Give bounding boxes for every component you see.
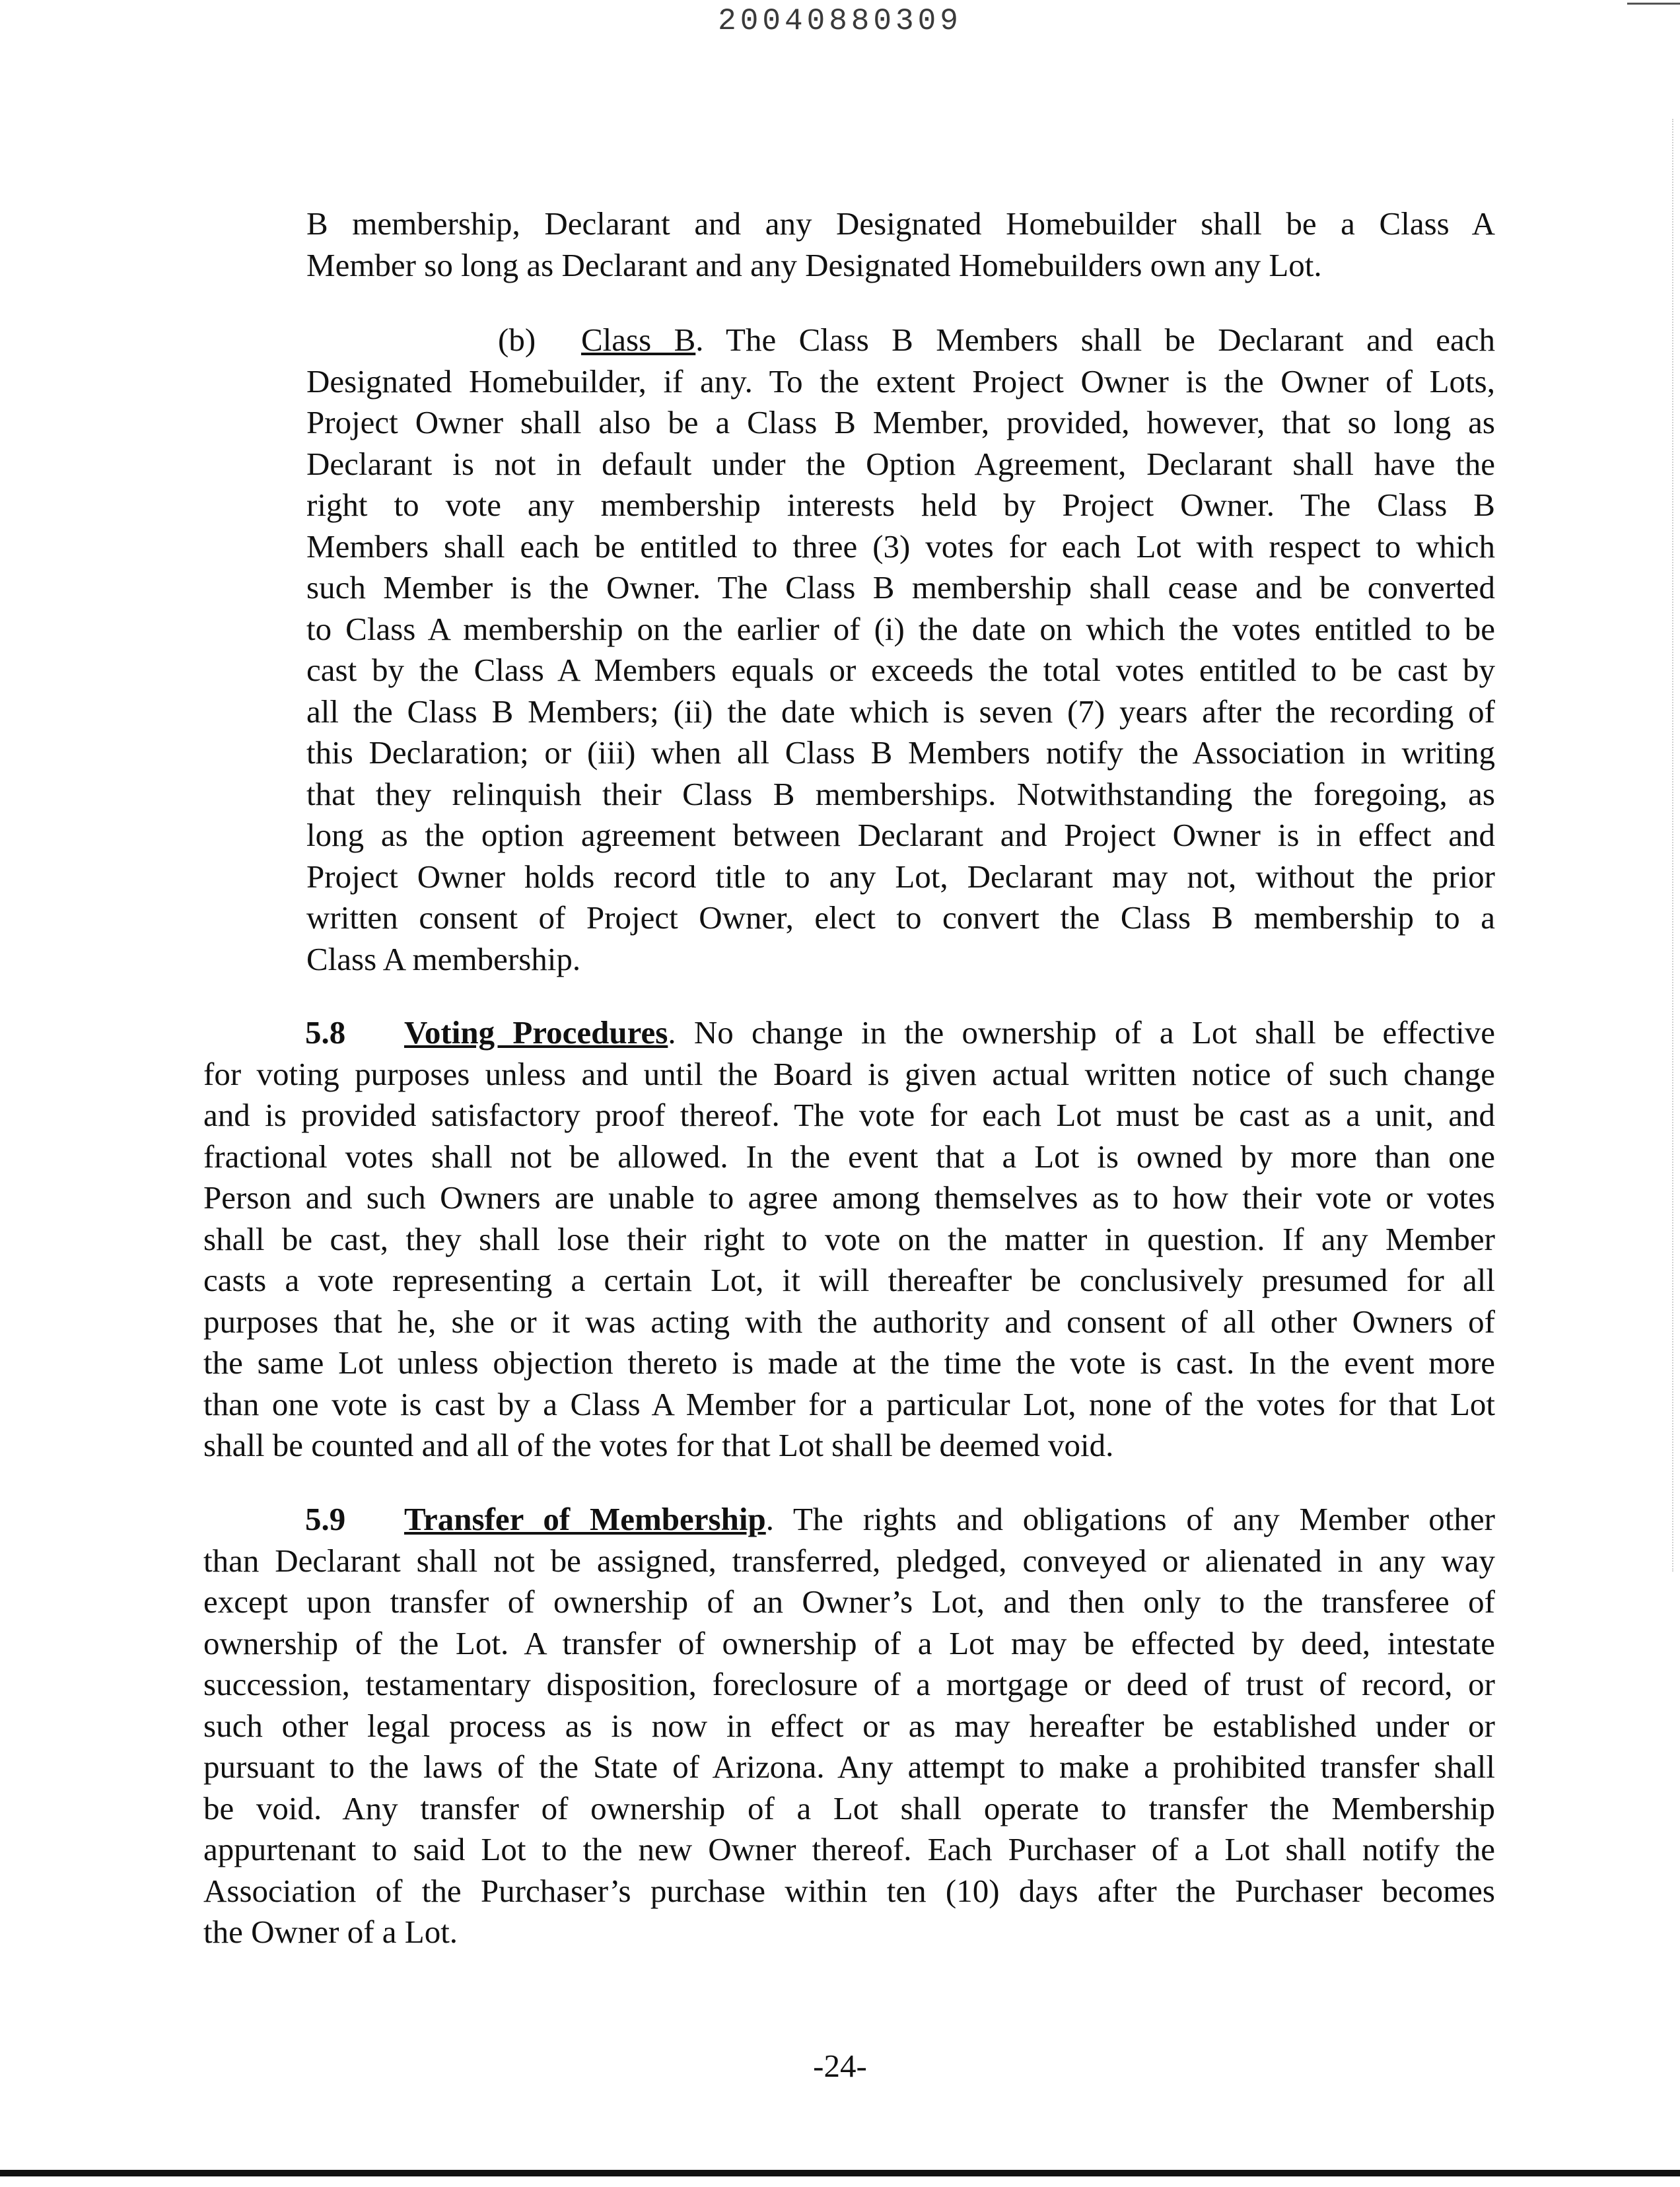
- section-transfer-of-membership: [203, 1499, 1495, 1953]
- text-line: shall be cast, they shall lose their right to vote on the matter in question. If any Member: [203, 1220, 1495, 1257]
- text-fragment: . The rights and obligations of any Member other: [765, 1501, 1495, 1537]
- text-line: all the Class B Members; (ii) the date which is seven (7) years after the recording of: [306, 693, 1495, 730]
- text-line: shall be counted and all of the votes for that Lot shall be deemed void.: [203, 1427, 1114, 1463]
- text-line: to Class A membership on the earlier of (i) the date on which the votes entitled to be: [306, 610, 1495, 647]
- text-fragment: . The Class B Members shall be Declarant and each: [695, 322, 1495, 358]
- text-line: Member so long as Declarant and any Designated Homebuilders own any Lot.: [306, 246, 1322, 283]
- scan-margin-mark: [1627, 3, 1680, 5]
- text-line: Association of the Purchaser’s purchase within ten (10) days after the Purchaser becomes: [203, 1872, 1495, 1909]
- section-heading: Voting Procedures: [404, 1014, 668, 1051]
- paragraph-continuation: [306, 203, 1495, 286]
- text-line: Project Owner shall also be a Class B Member, provided, however, that so long as: [306, 404, 1495, 440]
- text-line: fractional votes shall not be allowed. In the event that a Lot is owned by more than one: [203, 1138, 1495, 1175]
- section-heading: Transfer of Membership: [404, 1501, 766, 1537]
- text-line: Person and such Owners are unable to agree among themselves as to how their vote or votes: [203, 1179, 1495, 1216]
- text-fragment: . No change in the ownership of a Lot shall be effective: [668, 1014, 1496, 1051]
- text-line: right to vote any membership interests held by Project Owner. The Class B: [306, 487, 1495, 523]
- scan-edge-artifact: [1671, 119, 1673, 1572]
- section-voting-procedures: [203, 1012, 1495, 1467]
- paragraph-class-b: [306, 320, 1495, 980]
- bottom-rule: [0, 2170, 1680, 2176]
- text-line: B membership, Declarant and any Designated Homebuilder shall be a Class A: [306, 205, 1495, 242]
- page-number: -24-: [813, 2048, 867, 2084]
- recording-number: 20040880309: [718, 4, 962, 38]
- text-line: Members shall each be entitled to three (3) votes for each Lot with respect to which: [306, 528, 1495, 565]
- text-line: [306, 320, 1495, 361]
- section-number: 5.9: [305, 1501, 346, 1537]
- text-line: the same Lot unless objection thereto is made at the time the vote is cast. In the event more: [203, 1344, 1495, 1381]
- text-line: Project Owner holds record title to any Lot, Declarant may not, without the prior: [306, 858, 1495, 895]
- text-line: the Owner of a Lot.: [203, 1914, 458, 1950]
- text-line: except upon transfer of ownership of an Owner’s Lot, and then only to the transferee of: [203, 1583, 1495, 1620]
- text-line: than one vote is cast by a Class A Member for a particular Lot, none of the votes for that Lot: [203, 1385, 1495, 1422]
- text-line: casts a vote representing a certain Lot, it will thereafter be conclusively presumed for all: [203, 1262, 1495, 1298]
- text-line: written consent of Project Owner, elect to convert the Class B membership to a: [306, 899, 1495, 936]
- subsection-label: (b): [498, 322, 536, 358]
- text-line: that they relinquish their Class B memberships. Notwithstanding the foregoing, as: [306, 775, 1495, 812]
- text-line: [203, 1499, 1495, 1541]
- text-line: [203, 1012, 1495, 1054]
- text-line: succession, testamentary disposition, foreclosure of a mortgage or deed of trust of record, or: [203, 1666, 1495, 1702]
- text-line: and is provided satisfactory proof thereof. The vote for each Lot must be cast as a unit, and: [203, 1097, 1495, 1133]
- text-line: this Declaration; or (iii) when all Class B Members notify the Association in writing: [306, 734, 1495, 771]
- text-line: be void. Any transfer of ownership of a Lot shall operate to transfer the Membership: [203, 1789, 1495, 1826]
- text-line: such other legal process as is now in effect or as may hereafter be established under or: [203, 1707, 1495, 1744]
- text-line: pursuant to the laws of the State of Arizona. Any attempt to make a prohibited transfer shall: [203, 1749, 1495, 1785]
- text-line: purposes that he, she or it was acting with the authority and consent of all other Owners of: [203, 1303, 1495, 1340]
- text-line: ownership of the Lot. A transfer of ownership of a Lot may be effected by deed, intestate: [203, 1624, 1495, 1661]
- section-number: 5.8: [305, 1014, 346, 1051]
- text-line: Designated Homebuilder, if any. To the extent Project Owner is the Owner of Lots,: [306, 363, 1495, 399]
- text-line: such Member is the Owner. The Class B membership shall cease and be converted: [306, 569, 1495, 606]
- text-line: cast by the Class A Members equals or exceeds the total votes entitled to be cast by: [306, 652, 1495, 688]
- text-line: than Declarant shall not be assigned, transferred, pledged, conveyed or alienated in any way: [203, 1542, 1495, 1579]
- text-line: Class A membership.: [306, 940, 581, 977]
- text-line: appurtenant to said Lot to the new Owner thereof. Each Purchaser of a Lot shall notify the: [203, 1831, 1495, 1867]
- text-line: Declarant is not in default under the Option Agreement, Declarant shall have the: [306, 445, 1495, 482]
- text-line: long as the option agreement between Declarant and Project Owner is in effect and: [306, 817, 1495, 853]
- text-line: for voting purposes unless and until the Board is given actual written notice of such change: [203, 1055, 1495, 1092]
- subsection-heading: Class B: [581, 322, 696, 358]
